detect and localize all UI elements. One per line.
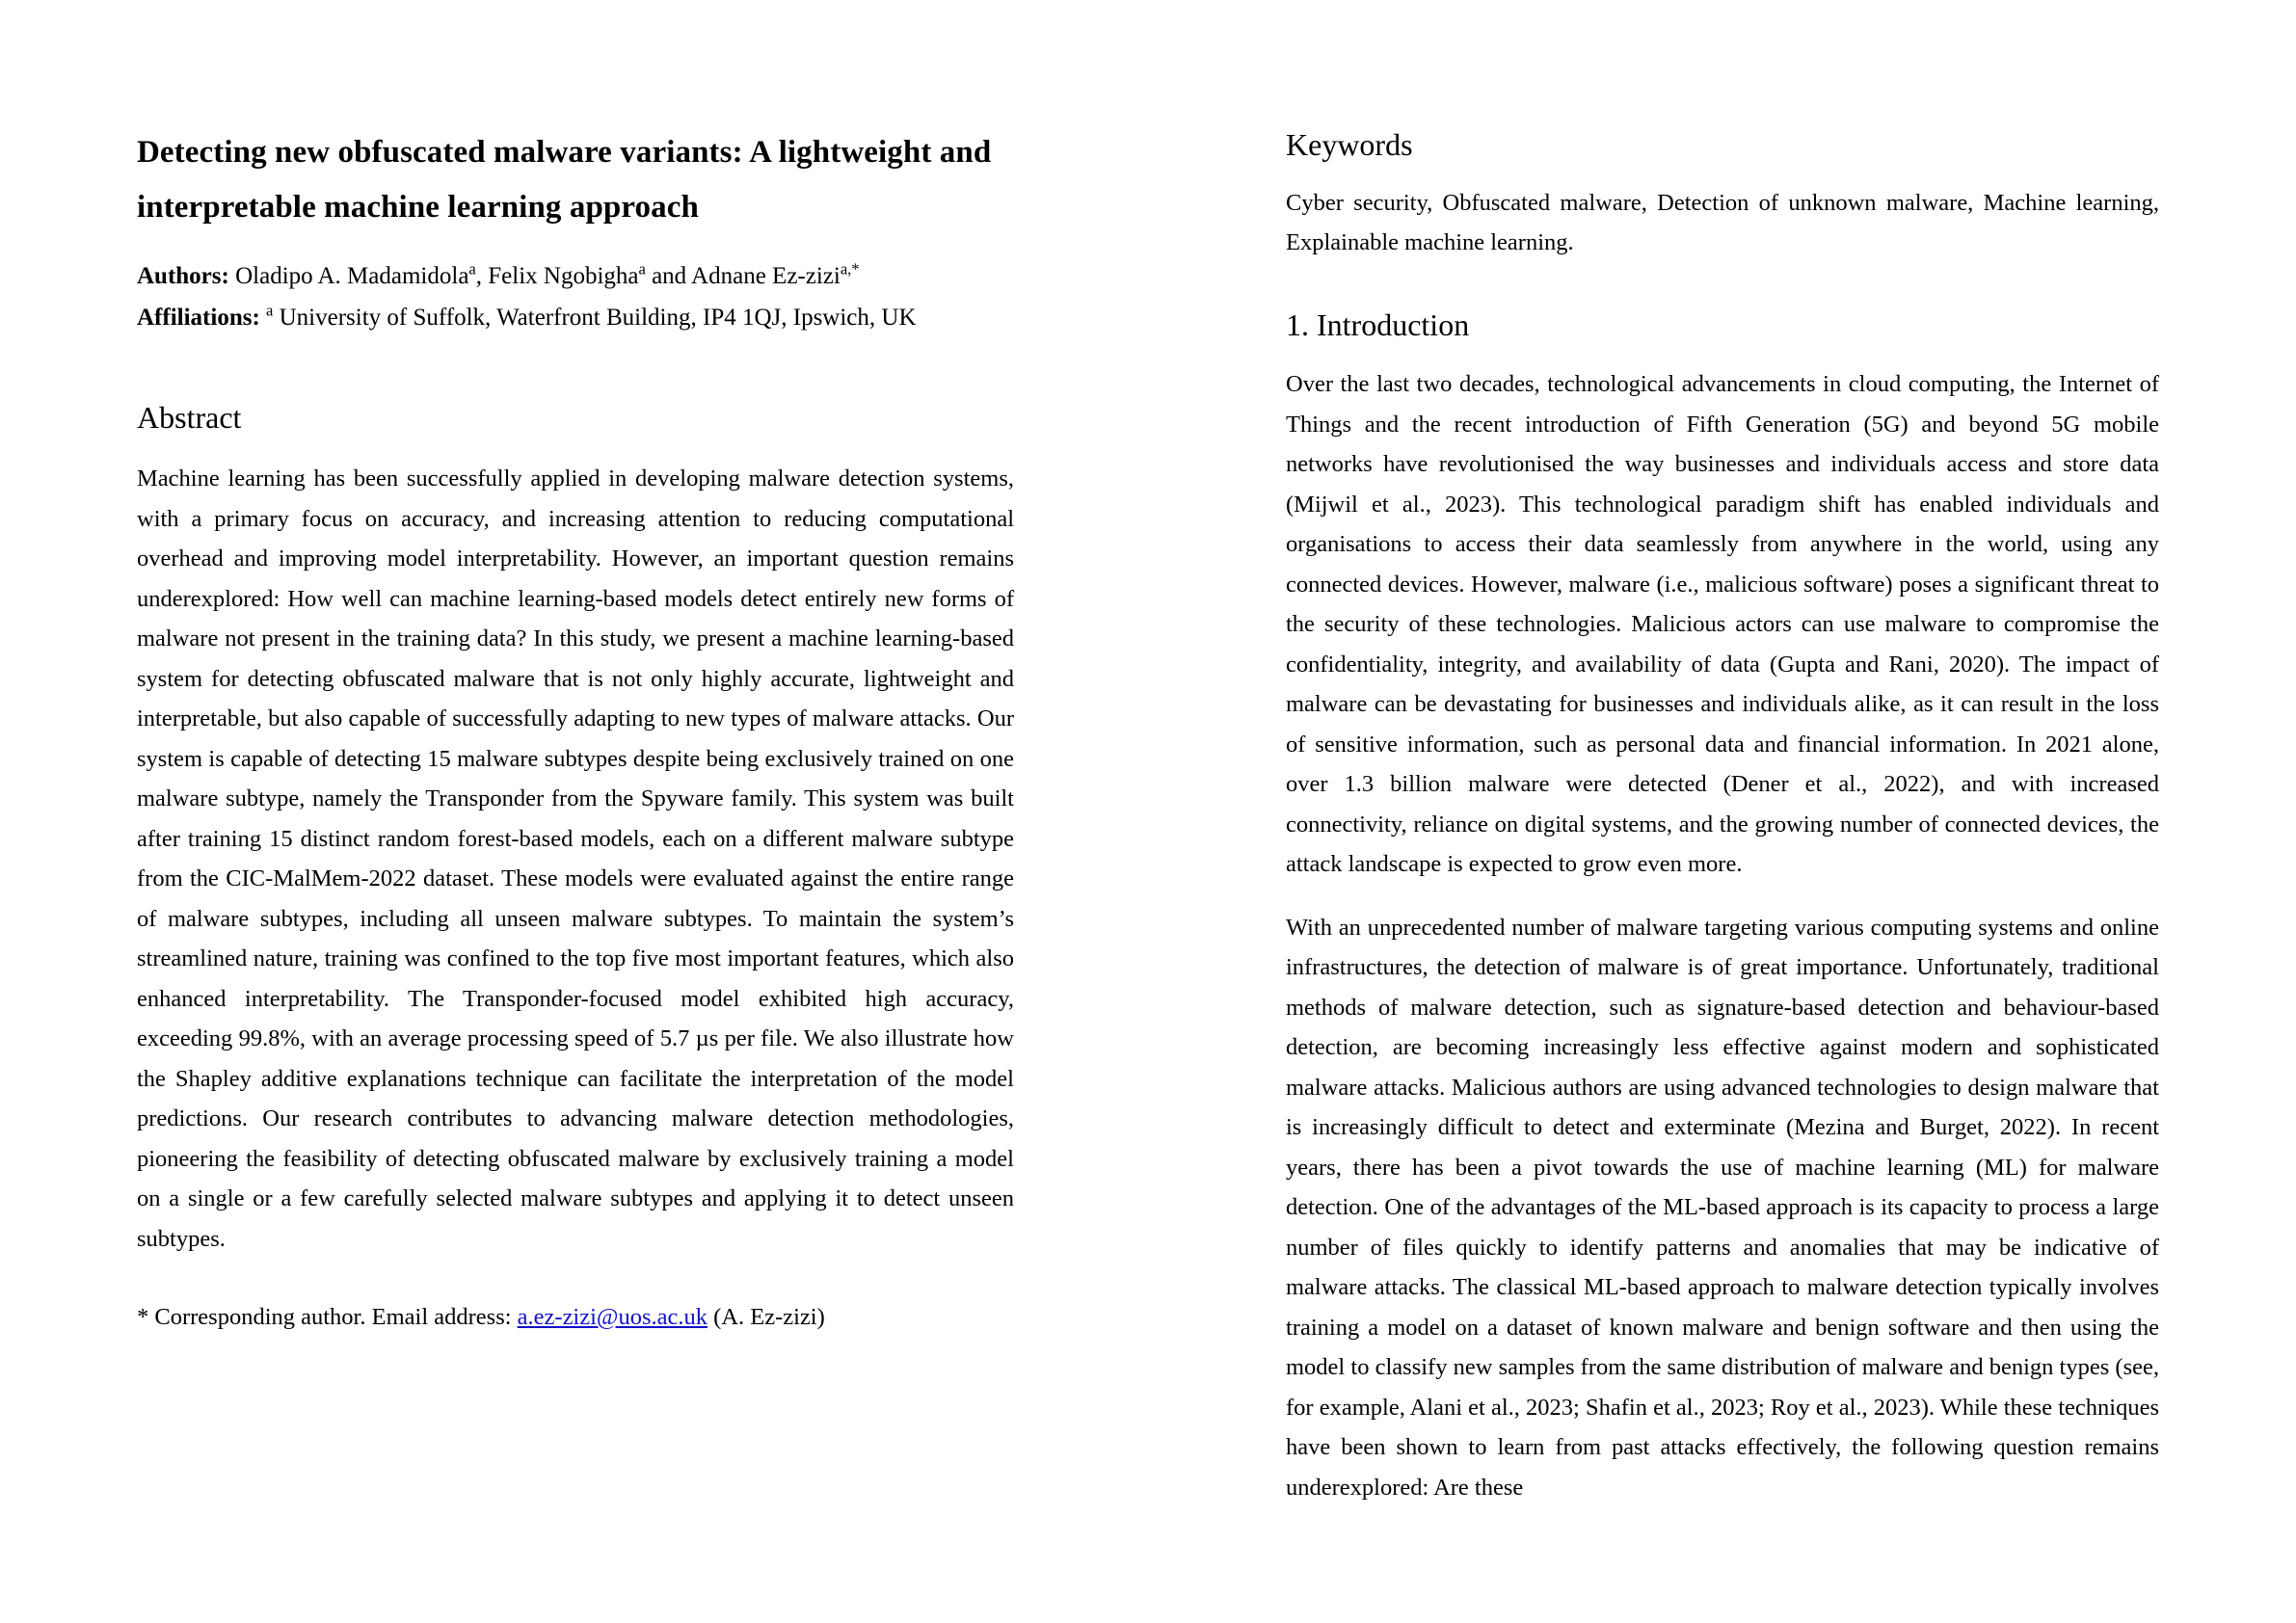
corresponding-author-footnote	[137, 1259, 1014, 1338]
introduction-heading: 1. Introduction	[1286, 306, 1470, 342]
introduction-paragraph-2: With an unprecedented number of malware targeting various computing systems and online infrastructures, the detection of malware is of great importance. Unfortunately, traditional methods of malware detection, such as signature-based detection and behaviour-based detection, are becoming increasingly less effective against modern and sophisticated malware attacks. Malicious authors are using advanced technologies to design malware that is increasingly difficult to detect and exterminate (Mezina and Burget, 2022). In recent years, there has been a pivot towards the use of machine learning (ML) for malware detection. One of the advantages of the ML-based approach is its capacity to process a large number of files quickly to identify patterns and anomalies that may be indicative of malware attacks. The classical ML-based approach to malware detection typically involves training a model on a dataset of known malware and benign software and then using the model to classify new samples from the same distribution of malware and benign types (see, for example, Alani et al., 2023; Shafin et al., 2023; Roy et al., 2023). While these techniques have been shown to learn from past attacks effectively, the following question remains underexplored: Are these	[1286, 914, 2159, 1501]
authors-label: Authors:	[137, 262, 229, 289]
right-column	[1286, 0, 2159, 1507]
footnote-suffix: (A. Ez-zizi)	[707, 1304, 825, 1331]
keywords-paragraph: Cyber security, Obfuscated malware, Detection of unknown malware, Machine learning, Explainable machine learning.	[1286, 189, 2159, 256]
authors-value-2: , Felix Ngobigha	[475, 262, 639, 289]
abstract-paragraph: Machine learning has been successfully applied in developing malware detection systems, with a primary focus on accuracy, and increasing attention to reducing computational overhead and improving model interpretability. However, an important question remains underexplored: How well can machine learning-based models detect entirely new forms of malware not present in the training data? In this study, we present a machine learning-based system for detecting obfuscated malware that is not only highly accurate, lightweight and interpretable, but also capable of successfully adapting to new types of malware attacks. Our system is capable of detecting 15 malware subtypes despite being exclusively trained on one malware subtype, namely the Transponder from the Spyware family. This system was built after training 15 distinct random forest-based models, each on a different malware subtype from the CIC-MalMem-2022 dataset. These models were evaluated against the entire range of malware subtypes, including all unseen malware subtypes. To maintain the system’s streamlined nature, training was confined to the top five most important features, which also enhanced interpretability. The Transponder-focused model exhibited high accuracy, exceeding 99.8%, with an average processing speed of 5.7 µs per file. We also illustrate how the Shapley additive explanations technique can facilitate the interpretation of the model predictions. Our research contributes to advancing malware detection methodologies, pioneering the feasibility of detecting obfuscated malware by exclusively training a model on a single or a few carefully selected malware subtypes and applying it to detect unseen subtypes.	[137, 466, 1014, 1252]
abstract-heading: Abstract	[137, 399, 242, 435]
affiliation-marker: a	[266, 301, 274, 320]
footnote-prefix: * Corresponding author. Email address:	[137, 1304, 518, 1331]
authors-value-3: and Adnane Ez-zizi	[645, 262, 841, 289]
authors-affiliation-marker-2: a	[638, 259, 646, 279]
affiliations-line	[137, 295, 1014, 337]
corresponding-author-email-link[interactable]: a.ez-zizi@uos.ac.uk	[517, 1304, 708, 1331]
authors-value-1: Oladipo A. Madamidola	[235, 262, 469, 289]
affiliations-label: Affiliations:	[137, 305, 260, 331]
authors-affiliation-marker-1: a	[468, 259, 476, 279]
affiliations-value: University of Suffolk, Waterfront Building, IP4 1QJ, Ipswich, UK	[273, 305, 917, 331]
authors-affiliation-marker-3: a,*	[840, 259, 860, 279]
page-title: Detecting new obfuscated malware variants: A lightweight and interpretable machine learning approach	[137, 135, 992, 225]
authors-line	[137, 235, 1014, 296]
keywords-heading: Keywords	[1286, 127, 1413, 162]
left-column	[137, 0, 1014, 1338]
introduction-paragraph-1: Over the last two decades, technological advancements in cloud computing, the Internet of Things and the recent introduction of Fifth Generation (5G) and beyond 5G mobile networks have revolutionised the way businesses and individuals access and store data (Mijwil et al., 2023). This technological paradigm shift has enabled individuals and organisations to access their data seamlessly from anywhere in the world, using any connected devices. However, malware (i.e., malicious software) poses a significant threat to the security of these technologies. Malicious actors can use malware to compromise the confidentiality, integrity, and availability of data (Gupta and Rani, 2020). The impact of malware can be devastating for businesses and individuals alike, as it can result in the loss of sensitive information, such as personal data and financial information. In 2021 alone, over 1.3 billion malware were detected (Dener et al., 2022), and with increased connectivity, reliance on digital systems, and the growing number of connected devices, the attack landscape is expected to grow even more.	[1286, 371, 2159, 878]
